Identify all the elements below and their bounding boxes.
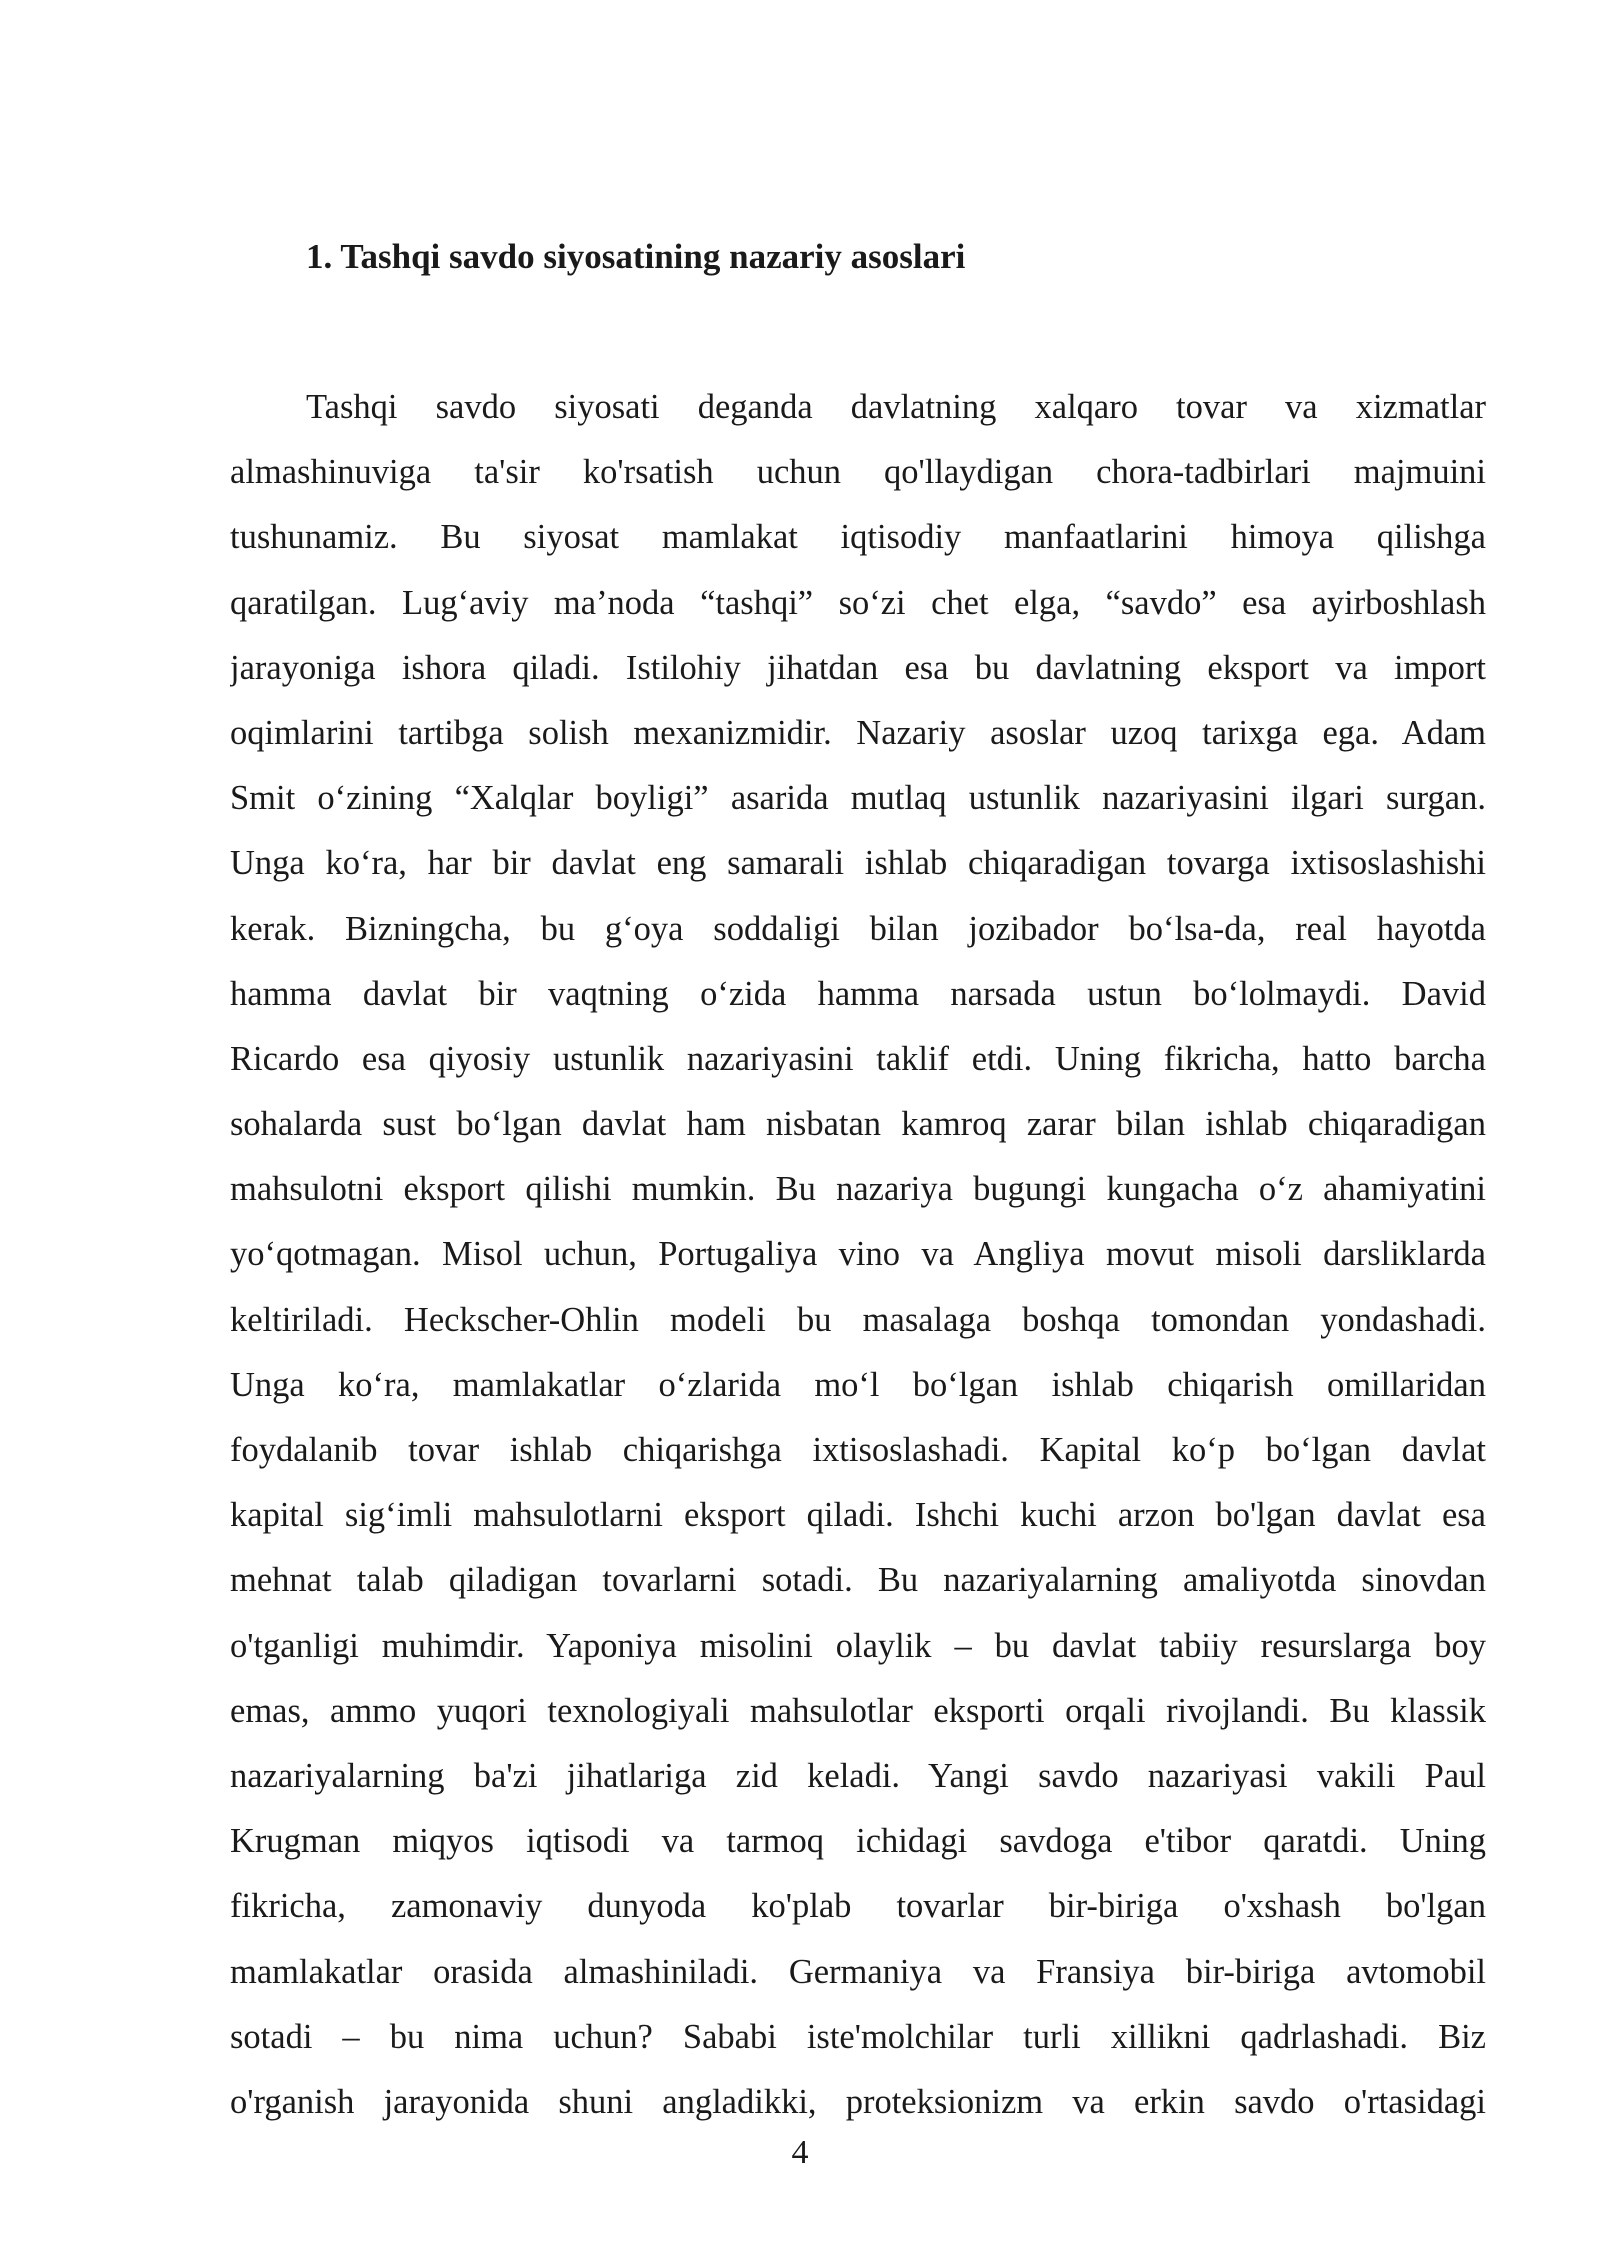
paragraph-line: fikricha, zamonaviy dunyoda ko'plab tovarlar bir-biriga o'xshash bo'lgan — [230, 1887, 1486, 1926]
paragraph-line: tushunamiz. Bu siyosat mamlakat iqtisodiy manfaatlarini himoya qilishga — [230, 518, 1486, 557]
paragraph-line: nazariyalarning ba'zi jihatlariga zid keladi. Yangi savdo nazariyasi vakili Paul — [230, 1756, 1486, 1795]
paragraph-line: oqimlarini tartibga solish mexanizmidir. Nazariy asoslar uzoq tarixga ega. Adam — [230, 713, 1486, 752]
page-number: 4 — [791, 2134, 809, 2171]
paragraph-line: Unga ko‘ra, har bir davlat eng samarali ishlab chiqaradigan tovarga ixtisoslashishi — [230, 844, 1486, 883]
section-heading: 1. Tashqi savdo siyosatining nazariy asoslari — [306, 237, 966, 276]
paragraph-line: sohalarda sust bo‘lgan davlat ham nisbatan kamroq zarar bilan ishlab chiqaradigan — [230, 1105, 1486, 1144]
paragraph-line: mamlakatlar orasida almashiniladi. Germaniya va Fransiya bir-biriga avtomobil — [230, 1952, 1486, 1991]
paragraph-line: jarayoniga ishora qiladi. Istilohiy jihatdan esa bu davlatning eksport va import — [230, 648, 1486, 687]
paragraph-line: sotadi – bu nima uchun? Sababi iste'molchilar turli xillikni qadrlashadi. Biz — [230, 2017, 1486, 2056]
paragraph-line: keltiriladi. Heckscher-Ohlin modeli bu masalaga boshqa tomondan yondashadi. — [230, 1300, 1486, 1339]
paragraph-line: Krugman miqyos iqtisodi va tarmoq ichidagi savdoga e'tibor qaratdi. Uning — [230, 1822, 1486, 1861]
paragraph-line: kerak. Bizningcha, bu g‘oya soddaligi bilan jozibador bo‘lsa-da, real hayotda — [230, 909, 1486, 948]
paragraph-line: qaratilgan. Lug‘aviy ma’noda “tashqi” so‘zi chet elga, “savdo” esa ayirboshlash — [230, 583, 1486, 622]
paragraph-line: o'rganish jarayonida shuni angladikki, proteksionizm va erkin savdo o'rtasidagi — [230, 2082, 1486, 2121]
paragraph-line: o'tganligi muhimdir. Yaponiya misolini olaylik – bu davlat tabiiy resurslarga boy — [230, 1626, 1486, 1665]
paragraph-line: Tashqi savdo siyosati deganda davlatning xalqaro tovar va xizmatlar — [306, 388, 1486, 426]
paragraph-line: Smit o‘zining “Xalqlar boyligi” asarida mutlaq ustunlik nazariyasini ilgari surgan. — [230, 779, 1486, 818]
paragraph-line: hamma davlat bir vaqtning o‘zida hamma narsada ustun bo‘lolmaydi. David — [230, 974, 1486, 1013]
paragraph-line: Unga ko‘ra, mamlakatlar o‘zlarida mo‘l bo‘lgan ishlab chiqarish omillaridan — [230, 1365, 1486, 1404]
paragraph-line: almashinuviga ta'sir ko'rsatish uchun qo'llaydigan chora-tadbirlari majmuini — [230, 453, 1486, 492]
paragraph-line: foydalanib tovar ishlab chiqarishga ixtisoslashadi. Kapital ko‘p bo‘lgan davlat — [230, 1431, 1486, 1469]
paragraph-line: emas, ammo yuqori texnologiyali mahsulotlar eksporti orqali rivojlandi. Bu klassik — [230, 1691, 1486, 1730]
paragraph-line: yo‘qotmagan. Misol uchun, Portugaliya vino va Angliya movut misoli darsliklarda — [230, 1235, 1486, 1274]
paragraph-line: kapital sig‘imli mahsulotlarni eksport qiladi. Ishchi kuchi arzon bo'lgan davlat esa — [230, 1496, 1486, 1535]
paragraph-line: Ricardo esa qiyosiy ustunlik nazariyasini taklif etdi. Uning fikricha, hatto barcha — [230, 1039, 1486, 1078]
body-paragraph — [230, 375, 1486, 2135]
paragraph-line: mehnat talab qiladigan tovarlarni sotadi. Bu nazariyalarning amaliyotda sinovdan — [230, 1561, 1486, 1600]
paragraph-line: mahsulotni eksport qilishi mumkin. Bu nazariya bugungi kungacha o‘z ahamiyatini — [230, 1170, 1486, 1209]
